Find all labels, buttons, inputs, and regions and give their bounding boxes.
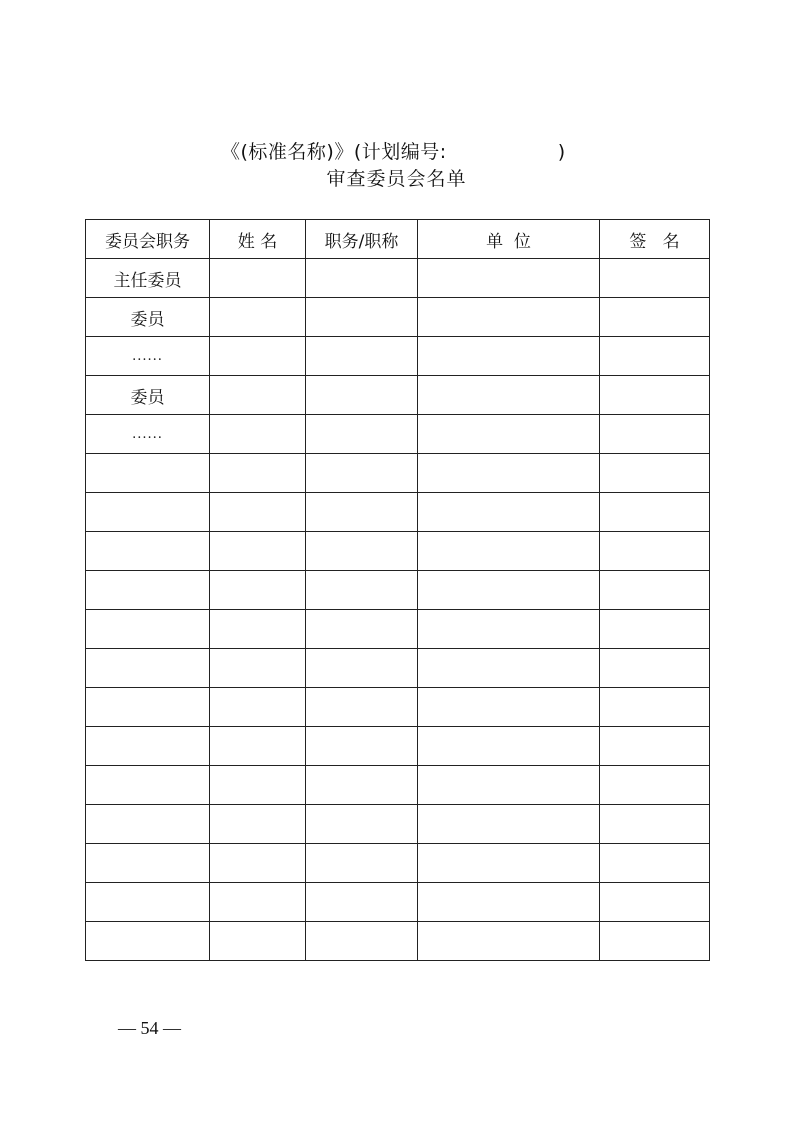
- header-row: [86, 220, 710, 259]
- table-row: [86, 571, 710, 610]
- cell-organization: [418, 376, 600, 415]
- table-row: [86, 454, 710, 493]
- cell-signature: [600, 727, 710, 766]
- cell-name: [210, 610, 306, 649]
- cell-signature: [600, 298, 710, 337]
- page-number: — 54 —: [118, 1018, 181, 1038]
- cell-committee-role: [86, 844, 210, 883]
- header-signature: 签 名: [600, 220, 710, 259]
- cell-signature: [600, 337, 710, 376]
- cell-name: [210, 532, 306, 571]
- cell-position-title: [306, 727, 418, 766]
- table-row: [86, 298, 710, 337]
- cell-name: [210, 766, 306, 805]
- cell-name: [210, 454, 306, 493]
- cell-organization: [418, 415, 600, 454]
- cell-committee-role: [86, 571, 210, 610]
- cell-signature: [600, 493, 710, 532]
- cell-position-title: [306, 259, 418, 298]
- cell-organization: [418, 610, 600, 649]
- cell-committee-role: [86, 454, 210, 493]
- cell-signature: [600, 610, 710, 649]
- cell-signature: [600, 844, 710, 883]
- table-row: [86, 610, 710, 649]
- cell-position-title: [306, 415, 418, 454]
- cell-signature: [600, 649, 710, 688]
- cell-organization: [418, 649, 600, 688]
- cell-committee-role: [86, 649, 210, 688]
- cell-name: [210, 883, 306, 922]
- cell-name: [210, 376, 306, 415]
- cell-organization: [418, 805, 600, 844]
- table-row: [86, 415, 710, 454]
- cell-organization: [418, 883, 600, 922]
- header-name: 姓 名: [210, 220, 306, 259]
- cell-signature: [600, 376, 710, 415]
- cell-signature: [600, 883, 710, 922]
- cell-position-title: [306, 610, 418, 649]
- table-row: [86, 844, 710, 883]
- header-committee-role: 委员会职务: [86, 220, 210, 259]
- cell-signature: [600, 688, 710, 727]
- table-row: [86, 688, 710, 727]
- table-header: [86, 220, 710, 259]
- cell-name: [210, 493, 306, 532]
- cell-organization: [418, 532, 600, 571]
- table-body: [86, 259, 710, 961]
- cell-position-title: [306, 688, 418, 727]
- cell-committee-role: [86, 766, 210, 805]
- cell-name: [210, 649, 306, 688]
- cell-signature: [600, 415, 710, 454]
- cell-organization: [418, 298, 600, 337]
- document-title: 《(标准名称)》(计划编号: ): [221, 141, 566, 163]
- cell-position-title: [306, 883, 418, 922]
- cell-name: [210, 337, 306, 376]
- document-subtitle: 审查委员会名单: [326, 168, 467, 190]
- cell-position-title: [306, 571, 418, 610]
- cell-committee-role: [86, 493, 210, 532]
- cell-position-title: [306, 805, 418, 844]
- cell-position-title: [306, 376, 418, 415]
- cell-name: [210, 259, 306, 298]
- cell-committee-role: [86, 805, 210, 844]
- cell-position-title: [306, 844, 418, 883]
- cell-organization: [418, 571, 600, 610]
- cell-signature: [600, 766, 710, 805]
- table-row: [86, 805, 710, 844]
- cell-signature: [600, 532, 710, 571]
- cell-name: [210, 688, 306, 727]
- cell-position-title: [306, 454, 418, 493]
- cell-name: [210, 727, 306, 766]
- table-row: [86, 376, 710, 415]
- table-row: [86, 883, 710, 922]
- cell-organization: [418, 922, 600, 961]
- cell-organization: [418, 766, 600, 805]
- cell-organization: [418, 493, 600, 532]
- cell-name: [210, 298, 306, 337]
- cell-position-title: [306, 298, 418, 337]
- cell-signature: [600, 922, 710, 961]
- cell-organization: [418, 337, 600, 376]
- cell-committee-role: 委员: [86, 376, 210, 415]
- cell-position-title: [306, 532, 418, 571]
- cell-organization: [418, 259, 600, 298]
- cell-position-title: [306, 649, 418, 688]
- cell-signature: [600, 805, 710, 844]
- header-organization: 单 位: [418, 220, 600, 259]
- cell-committee-role: 主任委员: [86, 259, 210, 298]
- cell-position-title: [306, 493, 418, 532]
- cell-committee-role: [86, 532, 210, 571]
- table-row: [86, 259, 710, 298]
- table-row: [86, 532, 710, 571]
- header-position-title: 职务/职称: [306, 220, 418, 259]
- cell-committee-role: [86, 610, 210, 649]
- cell-organization: [418, 844, 600, 883]
- cell-signature: [600, 571, 710, 610]
- cell-committee-role: 委员: [86, 298, 210, 337]
- cell-committee-role: [86, 688, 210, 727]
- cell-name: [210, 571, 306, 610]
- cell-committee-role: [86, 727, 210, 766]
- table-row: [86, 649, 710, 688]
- cell-organization: [418, 688, 600, 727]
- cell-name: [210, 922, 306, 961]
- cell-name: [210, 844, 306, 883]
- cell-position-title: [306, 337, 418, 376]
- cell-committee-role: ......: [86, 415, 210, 454]
- cell-organization: [418, 454, 600, 493]
- committee-roster-table: [85, 219, 710, 961]
- table-row: [86, 766, 710, 805]
- cell-position-title: [306, 922, 418, 961]
- table-row: [86, 337, 710, 376]
- cell-committee-role: [86, 883, 210, 922]
- cell-signature: [600, 259, 710, 298]
- cell-committee-role: [86, 922, 210, 961]
- cell-name: [210, 415, 306, 454]
- cell-name: [210, 805, 306, 844]
- cell-signature: [600, 454, 710, 493]
- cell-committee-role: ......: [86, 337, 210, 376]
- cell-organization: [418, 727, 600, 766]
- table-row: [86, 727, 710, 766]
- table-row: [86, 922, 710, 961]
- table-row: [86, 493, 710, 532]
- cell-position-title: [306, 766, 418, 805]
